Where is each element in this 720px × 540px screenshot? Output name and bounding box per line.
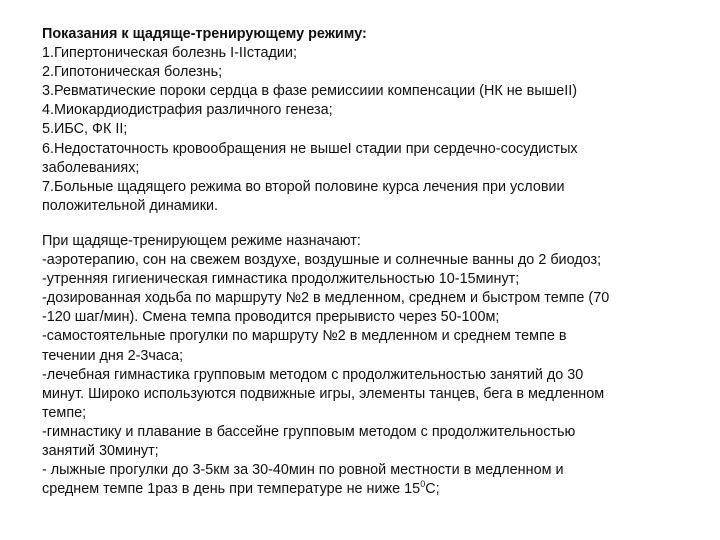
prescription-line: течении дня 2-3часа; [42,347,184,364]
indication-line: заболеваниях; [42,159,140,176]
indication-line: 2.Гипотоническая болезнь; [42,64,223,81]
prescription-line: -аэротерапию, сон на свежем воздухе, воздушные и солнечные ванны до 2 биодоз; [42,252,602,269]
prescription-line: занятий 30минут; [42,442,159,459]
paragraph-gap [42,216,694,232]
degree-superscript: 0 [420,479,426,490]
indication-line: 4.Миокардиодистрафия различного генеза; [42,102,333,119]
prescription-last-line-text: среднем темпе 1раз в день при температуре не ниже 15 [42,481,421,498]
slide-text [42,25,694,499]
indication-line: положительной динамики. [42,197,219,214]
prescription-line: минут. Широко используются подвижные игры, элементы танцев, бега в медленном [42,385,605,402]
prescription-line: -дозированная ходьба по маршруту №2 в медленном, среднем и быстром темпе (70 [42,290,610,307]
prescription-line: темпе; [42,404,87,421]
prescriptions-list [42,251,694,499]
indication-line: 6.Недостаточность кровообращения не вышеI стадии при сердечно-сосудистых [42,140,578,157]
prescription-line: -утренняя гигиеническая гимнастика продолжительностью 10-15минут; [42,271,520,288]
prescription-line: -самостоятельные прогулки по маршруту №2 в медленном и среднем темпе в [42,328,567,345]
indications-title: Показания к щадяще-тренирующему режиму: [42,26,367,42]
prescription-line: - лыжные прогулки до 3-5км за 30-40мин по ровной местности в медленном и [42,462,564,479]
prescription-last-line-end: С; [425,481,440,498]
indications-list [42,44,694,216]
indication-line: 7.Больные щадящего режима во второй половине курса лечения при условии [42,178,565,195]
indication-line: 5.ИБС, ФК II; [42,121,128,138]
prescription-last-line [42,480,694,499]
indication-line: 3.Ревматические пороки сердца в фазе ремиссиии компенсации (НК не вышеII) [42,83,578,100]
prescription-line: -120 шаг/мин). Смена темпа проводится прерывисто через 50-100м; [42,309,500,326]
indication-line: 1.Гипертоническая болезнь I-IIстадии; [42,45,297,62]
prescription-line: -гимнастику и плавание в бассейне групповым методом с продолжительностью [42,423,576,440]
prescriptions-title: При щадяще-тренирующем режиме назначают: [42,232,361,249]
prescription-line: -лечебная гимнастика групповым методом с продолжительностью занятий до 30 [42,366,584,383]
